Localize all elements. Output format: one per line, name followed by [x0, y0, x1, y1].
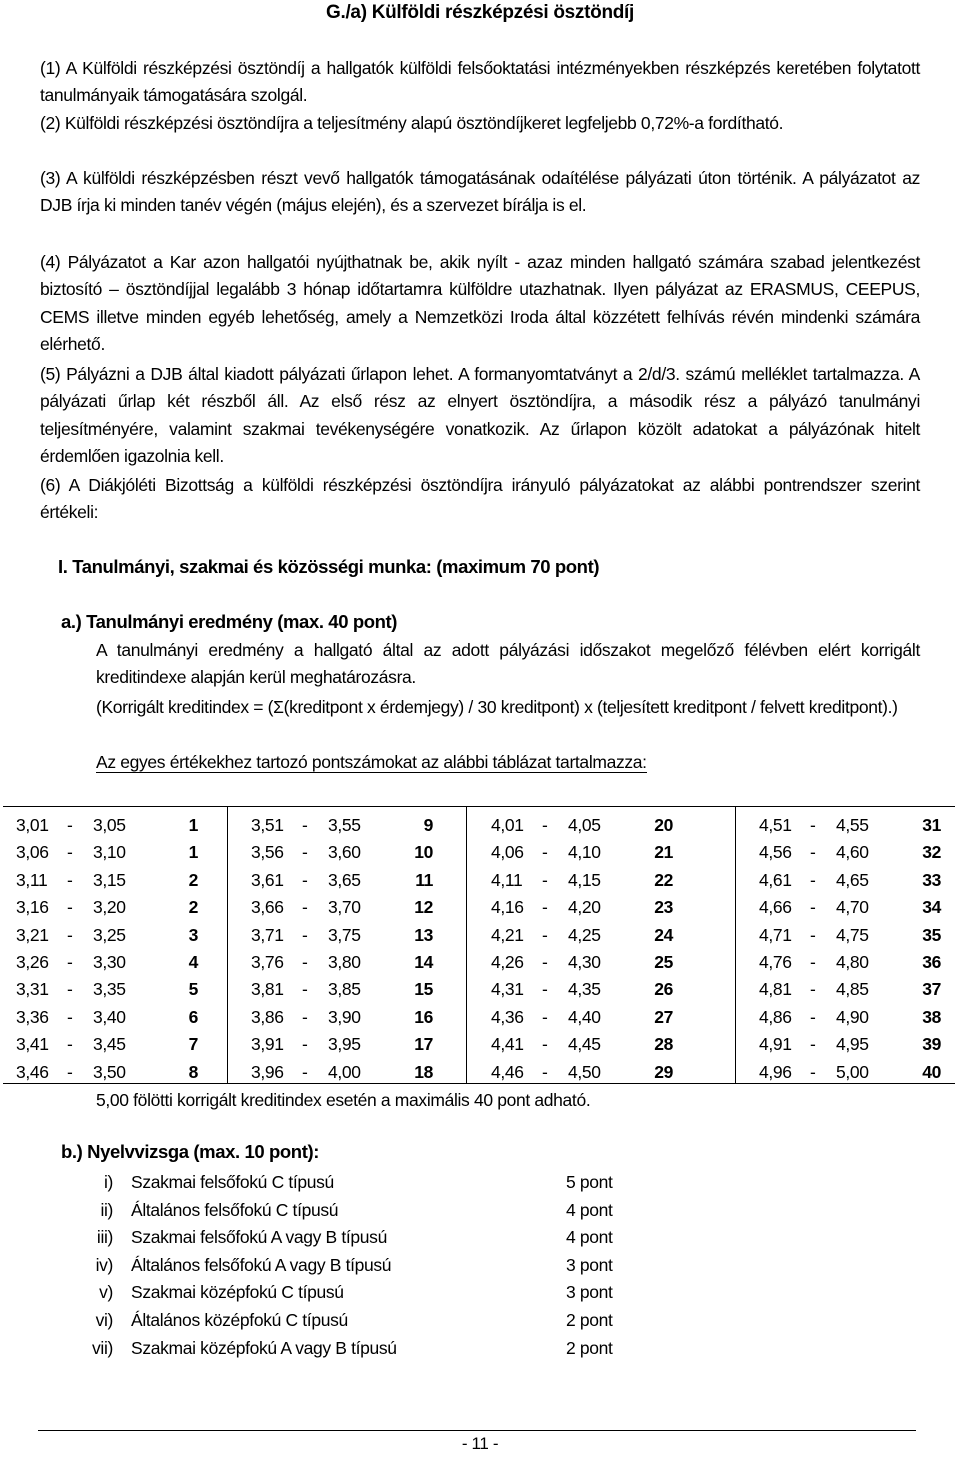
- range-lower: 4,66: [759, 897, 792, 918]
- range-lower: 3,41: [16, 1034, 49, 1055]
- range-dash: -: [67, 815, 73, 835]
- range-dash: -: [542, 1034, 548, 1055]
- range-lower: 3,11: [16, 869, 48, 890]
- score-points: 36: [922, 952, 941, 972]
- score-points: 1: [188, 842, 198, 863]
- footer-divider: [38, 1430, 916, 1431]
- range-upper: 4,90: [836, 1006, 869, 1027]
- paragraph-1: (1) A Külföldi részképzési ösztöndíj a hallgatók külföldi felsőoktatási intézményekben részképzés keretében folytatott tanulmányaik támogatására szolgál.: [40, 58, 920, 106]
- score-table-row: [251, 894, 433, 921]
- range-upper: 4,85: [836, 979, 869, 1000]
- range-lower: 4,56: [759, 842, 792, 863]
- score-table-intro: [96, 749, 920, 776]
- score-table-row: [759, 839, 941, 866]
- range-upper: 3,85: [328, 979, 361, 1000]
- range-upper: 3,75: [328, 924, 361, 945]
- score-points: 23: [654, 897, 673, 918]
- language-exam-item: [0, 1251, 960, 1279]
- range-dash: -: [302, 897, 308, 918]
- range-upper: 4,25: [568, 924, 601, 945]
- score-points: 34: [922, 897, 941, 918]
- score-table-row: [251, 867, 433, 894]
- score-table-row: [16, 839, 198, 866]
- range-upper: 4,75: [836, 924, 869, 945]
- range-lower: 3,76: [251, 952, 284, 972]
- exam-points: 4 pont: [566, 1199, 613, 1220]
- score-points: 18: [414, 1061, 433, 1082]
- score-points: 26: [654, 979, 673, 1000]
- score-points: 16: [414, 1006, 433, 1027]
- section-heading-study-work: I. Tanulmányi, szakmai és közösségi munka: (maximum 70 pont): [58, 556, 600, 577]
- range-dash: -: [810, 979, 816, 1000]
- exam-type: Szakmai középfokú C típusú: [131, 1282, 344, 1303]
- range-lower: 3,56: [251, 842, 284, 863]
- paragraph-6: (6) A Diákjóléti Bizottság a külföldi részképzési ösztöndíjra irányuló pályázatokat az alábbi pontrendszer szerint értékeli:: [40, 475, 920, 523]
- range-dash: -: [810, 1006, 816, 1027]
- exam-points: 2 pont: [566, 1310, 613, 1330]
- corrected-credit-index-formula: (Korrigált kreditindex = (Σ(kreditpont x érdemjegy) / 30 kreditpont) x (teljesített kreditpont / felvett kreditpont).): [96, 697, 898, 717]
- score-table-row: [491, 1031, 673, 1058]
- range-dash: -: [542, 952, 548, 972]
- range-dash: -: [810, 842, 816, 863]
- score-table-row: [491, 949, 673, 976]
- score-points: 25: [654, 952, 673, 972]
- score-points: 9: [423, 815, 433, 835]
- range-upper: 3,60: [328, 842, 361, 863]
- score-points: 11: [415, 869, 433, 890]
- exam-points: 3 pont: [566, 1254, 613, 1275]
- range-upper: 4,40: [568, 1006, 601, 1027]
- exam-type: Szakmai középfokú A vagy B típusú: [131, 1337, 397, 1358]
- range-dash: -: [67, 1034, 73, 1055]
- item-numeral: iii): [96, 1227, 113, 1248]
- score-points: 29: [654, 1061, 673, 1082]
- score-points: 10: [414, 842, 433, 863]
- score-points: 24: [654, 924, 673, 945]
- range-upper: 4,70: [836, 897, 869, 918]
- score-table-row: [251, 976, 433, 1003]
- exam-type: Szakmai felsőfokú A vagy B típusú: [131, 1227, 387, 1248]
- range-lower: 4,01: [491, 815, 524, 835]
- range-lower: 4,36: [491, 1006, 524, 1027]
- score-table-row: [759, 949, 941, 976]
- language-exam-item: [0, 1334, 960, 1362]
- score-table-row: [491, 867, 673, 894]
- item-numeral: ii): [100, 1199, 113, 1220]
- item-numeral: vi): [95, 1310, 113, 1330]
- item-numeral: vii): [92, 1337, 113, 1358]
- range-upper: 3,10: [93, 842, 126, 863]
- score-table-row: [491, 812, 673, 839]
- range-upper: 4,30: [568, 952, 601, 972]
- range-upper: 4,45: [568, 1034, 601, 1055]
- range-upper: 4,35: [568, 979, 601, 1000]
- exam-type: Általános középfokú C típusú: [131, 1310, 348, 1330]
- score-points: 22: [654, 869, 673, 890]
- score-points: 2: [188, 897, 198, 918]
- score-table-row: [759, 1059, 941, 1086]
- range-lower: 3,96: [251, 1061, 284, 1082]
- language-exam-item: [0, 1196, 960, 1224]
- score-points: 27: [654, 1006, 673, 1027]
- range-dash: -: [542, 924, 548, 945]
- range-dash: -: [302, 1034, 308, 1055]
- range-lower: 3,21: [16, 924, 49, 945]
- range-dash: -: [810, 815, 816, 835]
- range-lower: 4,21: [491, 924, 524, 945]
- paragraph-2: (2) Külföldi részképzési ösztöndíjra a teljesítmény alapú ösztöndíjkeret legfeljebb 0,72%-a fordítható.: [40, 113, 784, 133]
- range-lower: 3,86: [251, 1006, 284, 1027]
- range-upper: 3,35: [93, 979, 126, 1000]
- range-lower: 3,06: [16, 842, 49, 863]
- range-dash: -: [67, 952, 73, 972]
- score-table-row: [491, 894, 673, 921]
- range-upper: 3,50: [93, 1061, 126, 1082]
- range-lower: 3,61: [251, 869, 284, 890]
- score-points: 6: [188, 1006, 198, 1027]
- score-table-row: [759, 867, 941, 894]
- range-dash: -: [302, 1061, 308, 1082]
- range-upper: 3,20: [93, 897, 126, 918]
- page-number: - 11 -: [461, 1434, 499, 1453]
- range-dash: -: [542, 869, 548, 890]
- score-table-row: [16, 976, 198, 1003]
- score-points: 8: [188, 1061, 198, 1082]
- range-dash: -: [67, 869, 73, 890]
- range-dash: -: [810, 952, 816, 972]
- paragraph-5: (5) Pályázni a DJB által kiadott pályázati űrlapon lehet. A formanyomtatványt a 2/d/3. számú melléklet tartalmazza. A pályázati űrlap két részből áll. Az első rész az elnyert ösztöndíjra, a második rész a pályázó tanulmányi teljesítményére, valamint szakmai tevékenységére vonatkozik. Az űrlapon közölt adatokat a pályázónak hitelt érdemlően igazolnia kell.: [40, 364, 920, 467]
- range-upper: 3,05: [93, 815, 126, 835]
- range-upper: 4,50: [568, 1061, 601, 1082]
- range-upper: 3,80: [328, 952, 361, 972]
- range-upper: 3,45: [93, 1034, 126, 1055]
- range-dash: -: [67, 842, 73, 863]
- item-numeral: v): [99, 1282, 113, 1303]
- range-lower: 4,31: [491, 979, 524, 1000]
- range-dash: -: [302, 815, 308, 835]
- score-points: 40: [922, 1061, 941, 1082]
- range-dash: -: [67, 924, 73, 945]
- score-table-row: [251, 1059, 433, 1086]
- range-lower: 4,16: [491, 897, 524, 918]
- range-lower: 4,11: [491, 869, 523, 890]
- range-lower: 3,81: [251, 979, 284, 1000]
- range-upper: 3,15: [93, 869, 126, 890]
- exam-type: Szakmai felsőfokú C típusú: [131, 1172, 334, 1192]
- range-dash: -: [542, 842, 548, 863]
- item-numeral: iv): [95, 1254, 113, 1275]
- range-dash: -: [542, 979, 548, 1000]
- score-points: 1: [188, 815, 198, 835]
- score-points: 2: [188, 869, 198, 890]
- range-lower: 3,51: [251, 815, 284, 835]
- score-table-row: [759, 1031, 941, 1058]
- language-exam-item: [0, 1306, 960, 1334]
- range-dash: -: [302, 979, 308, 1000]
- score-points: 28: [654, 1034, 673, 1055]
- range-upper: 3,65: [328, 869, 361, 890]
- score-points: 35: [922, 924, 941, 945]
- exam-type: Általános felsőfokú A vagy B típusú: [131, 1254, 392, 1275]
- score-points: 31: [922, 815, 941, 835]
- paragraph-4: (4) Pályázatot a Kar azon hallgatói nyújthatnak be, akik nyílt - azaz minden hallgató számára szabad jelentkezést biztosító – ösztöndíjjal legalább 3 hónap időtartamra külföldre utazhatnak. Ilyen pályázat az ERASMUS, CEEPUS, CEMS illetve minden egyéb lehetőség, amely a Nemzetközi Iroda által közzétett felhívás révén mindenki számára elérhető.: [40, 252, 920, 355]
- score-table-note: 5,00 fölötti korrigált kreditindex esetén a maximális 40 pont adható.: [96, 1090, 591, 1110]
- range-lower: 4,71: [759, 924, 792, 945]
- range-lower: 3,66: [251, 897, 284, 918]
- range-dash: -: [542, 1006, 548, 1027]
- score-points: 21: [654, 842, 673, 863]
- range-lower: 4,86: [759, 1006, 792, 1027]
- score-points: 4: [188, 952, 198, 972]
- language-exam-item: [0, 1223, 960, 1251]
- score-points: 39: [922, 1034, 941, 1055]
- range-lower: 3,26: [16, 952, 49, 972]
- score-table-vline: [227, 807, 228, 1083]
- score-table-row: [491, 839, 673, 866]
- range-lower: 3,91: [251, 1034, 284, 1055]
- score-points: 37: [922, 979, 941, 1000]
- range-upper: 4,65: [836, 869, 869, 890]
- language-exam-item: [0, 1168, 960, 1196]
- score-points: 7: [188, 1034, 198, 1055]
- range-lower: 4,46: [491, 1061, 524, 1082]
- range-upper: 4,95: [836, 1034, 869, 1055]
- range-dash: -: [542, 897, 548, 918]
- range-dash: -: [810, 1034, 816, 1055]
- range-lower: 3,46: [16, 1061, 49, 1082]
- exam-points: 2 pont: [566, 1337, 613, 1358]
- range-upper: 4,15: [568, 869, 601, 890]
- score-table-row: [251, 812, 433, 839]
- academic-result-description: A tanulmányi eredmény a hallgató által az adott pályázási időszakot megelőző félévben elért korrigált kreditindexe alapján kerül meghatározásra.: [96, 640, 920, 687]
- range-dash: -: [810, 897, 816, 918]
- score-points: 14: [414, 952, 433, 972]
- range-upper: 3,55: [328, 815, 361, 835]
- exam-points: 4 pont: [566, 1227, 613, 1248]
- exam-type: Általános felsőfokú C típusú: [131, 1199, 339, 1220]
- range-upper: 4,60: [836, 842, 869, 863]
- score-table-row: [251, 1031, 433, 1058]
- range-upper: 4,05: [568, 815, 601, 835]
- score-points: 3: [188, 924, 198, 945]
- range-upper: 4,20: [568, 897, 601, 918]
- section-heading-language-exam: b.) Nyelvvizsga (max. 10 pont):: [61, 1141, 319, 1162]
- score-table-row: [491, 1004, 673, 1031]
- range-dash: -: [810, 869, 816, 890]
- score-points: 38: [922, 1006, 941, 1027]
- exam-points: 3 pont: [566, 1282, 613, 1303]
- range-dash: -: [302, 952, 308, 972]
- range-dash: -: [302, 1006, 308, 1027]
- range-lower: 4,61: [759, 869, 792, 890]
- score-table-row: [16, 949, 198, 976]
- range-dash: -: [302, 924, 308, 945]
- score-table-row: [16, 894, 198, 921]
- paragraph-3: (3) A külföldi részképzésben részt vevő hallgatók támogatásának odaítélése pályázati úton történik. A pályázatot az DJB írja ki minden tanév végén (május elején), és a szervezet bírálja is el.: [40, 168, 920, 216]
- score-table-row: [16, 1004, 198, 1031]
- range-dash: -: [302, 869, 308, 890]
- range-upper: 3,90: [328, 1006, 361, 1027]
- score-table-row: [491, 1059, 673, 1086]
- score-table-vline: [466, 807, 467, 1083]
- range-lower: 4,91: [759, 1034, 792, 1055]
- score-table-row: [16, 922, 198, 949]
- score-table-row: [16, 1059, 198, 1086]
- score-table: [3, 806, 955, 1084]
- range-lower: 4,26: [491, 952, 524, 972]
- score-points: 33: [922, 869, 941, 890]
- language-exam-item: [0, 1278, 960, 1306]
- range-upper: 4,55: [836, 815, 869, 835]
- range-upper: 4,80: [836, 952, 869, 972]
- page-title: G./a) Külföldi részképzési ösztöndíj: [325, 2, 635, 23]
- range-lower: 4,41: [491, 1034, 524, 1055]
- range-lower: 3,16: [16, 897, 49, 918]
- score-table-row: [16, 867, 198, 894]
- exam-points: 5 pont: [566, 1172, 613, 1192]
- range-lower: 3,31: [16, 979, 49, 1000]
- range-lower: 4,81: [759, 979, 792, 1000]
- range-upper: 4,00: [328, 1061, 361, 1082]
- range-dash: -: [302, 842, 308, 863]
- range-dash: -: [810, 1061, 816, 1082]
- range-lower: 4,76: [759, 952, 792, 972]
- range-lower: 3,01: [16, 815, 49, 835]
- score-points: 17: [414, 1034, 433, 1055]
- range-dash: -: [67, 897, 73, 918]
- score-table-row: [16, 1031, 198, 1058]
- range-upper: 3,25: [93, 924, 126, 945]
- range-upper: 3,70: [328, 897, 361, 918]
- range-lower: 4,51: [759, 815, 792, 835]
- range-lower: 3,71: [251, 924, 284, 945]
- score-table-row: [251, 922, 433, 949]
- score-table-row: [16, 812, 198, 839]
- range-upper: 3,30: [93, 952, 126, 972]
- score-table-vline: [735, 807, 736, 1083]
- score-points: 15: [414, 979, 433, 1000]
- score-points: 12: [414, 897, 433, 918]
- range-dash: -: [67, 1061, 73, 1082]
- range-dash: -: [542, 815, 548, 835]
- range-lower: 3,36: [16, 1006, 49, 1027]
- range-lower: 4,06: [491, 842, 524, 863]
- score-points: 32: [922, 842, 941, 863]
- score-points: 5: [188, 979, 198, 1000]
- section-heading-academic-result: a.) Tanulmányi eredmény (max. 40 pont): [61, 611, 398, 632]
- score-points: 20: [654, 815, 673, 835]
- range-dash: -: [542, 1061, 548, 1082]
- score-table-row: [251, 839, 433, 866]
- score-points: 13: [414, 924, 433, 945]
- score-table-row: [759, 894, 941, 921]
- score-table-row: [491, 976, 673, 1003]
- score-table-row: [251, 949, 433, 976]
- score-table-row: [759, 976, 941, 1003]
- range-upper: 5,00: [836, 1061, 869, 1082]
- range-upper: 4,10: [568, 842, 601, 863]
- score-table-row: [759, 1004, 941, 1031]
- score-table-row: [251, 1004, 433, 1031]
- score-table-row: [491, 922, 673, 949]
- item-numeral: i): [103, 1172, 113, 1192]
- score-table-row: [759, 812, 941, 839]
- range-upper: 3,40: [93, 1006, 126, 1027]
- score-table-row: [759, 922, 941, 949]
- score-table-intro-text: Az egyes értékekhez tartozó pontszámokat az alábbi táblázat tartalmazza:: [96, 752, 647, 772]
- range-lower: 4,96: [759, 1061, 792, 1082]
- range-upper: 3,95: [328, 1034, 361, 1055]
- range-dash: -: [810, 924, 816, 945]
- range-dash: -: [67, 1006, 73, 1027]
- range-dash: -: [67, 979, 73, 1000]
